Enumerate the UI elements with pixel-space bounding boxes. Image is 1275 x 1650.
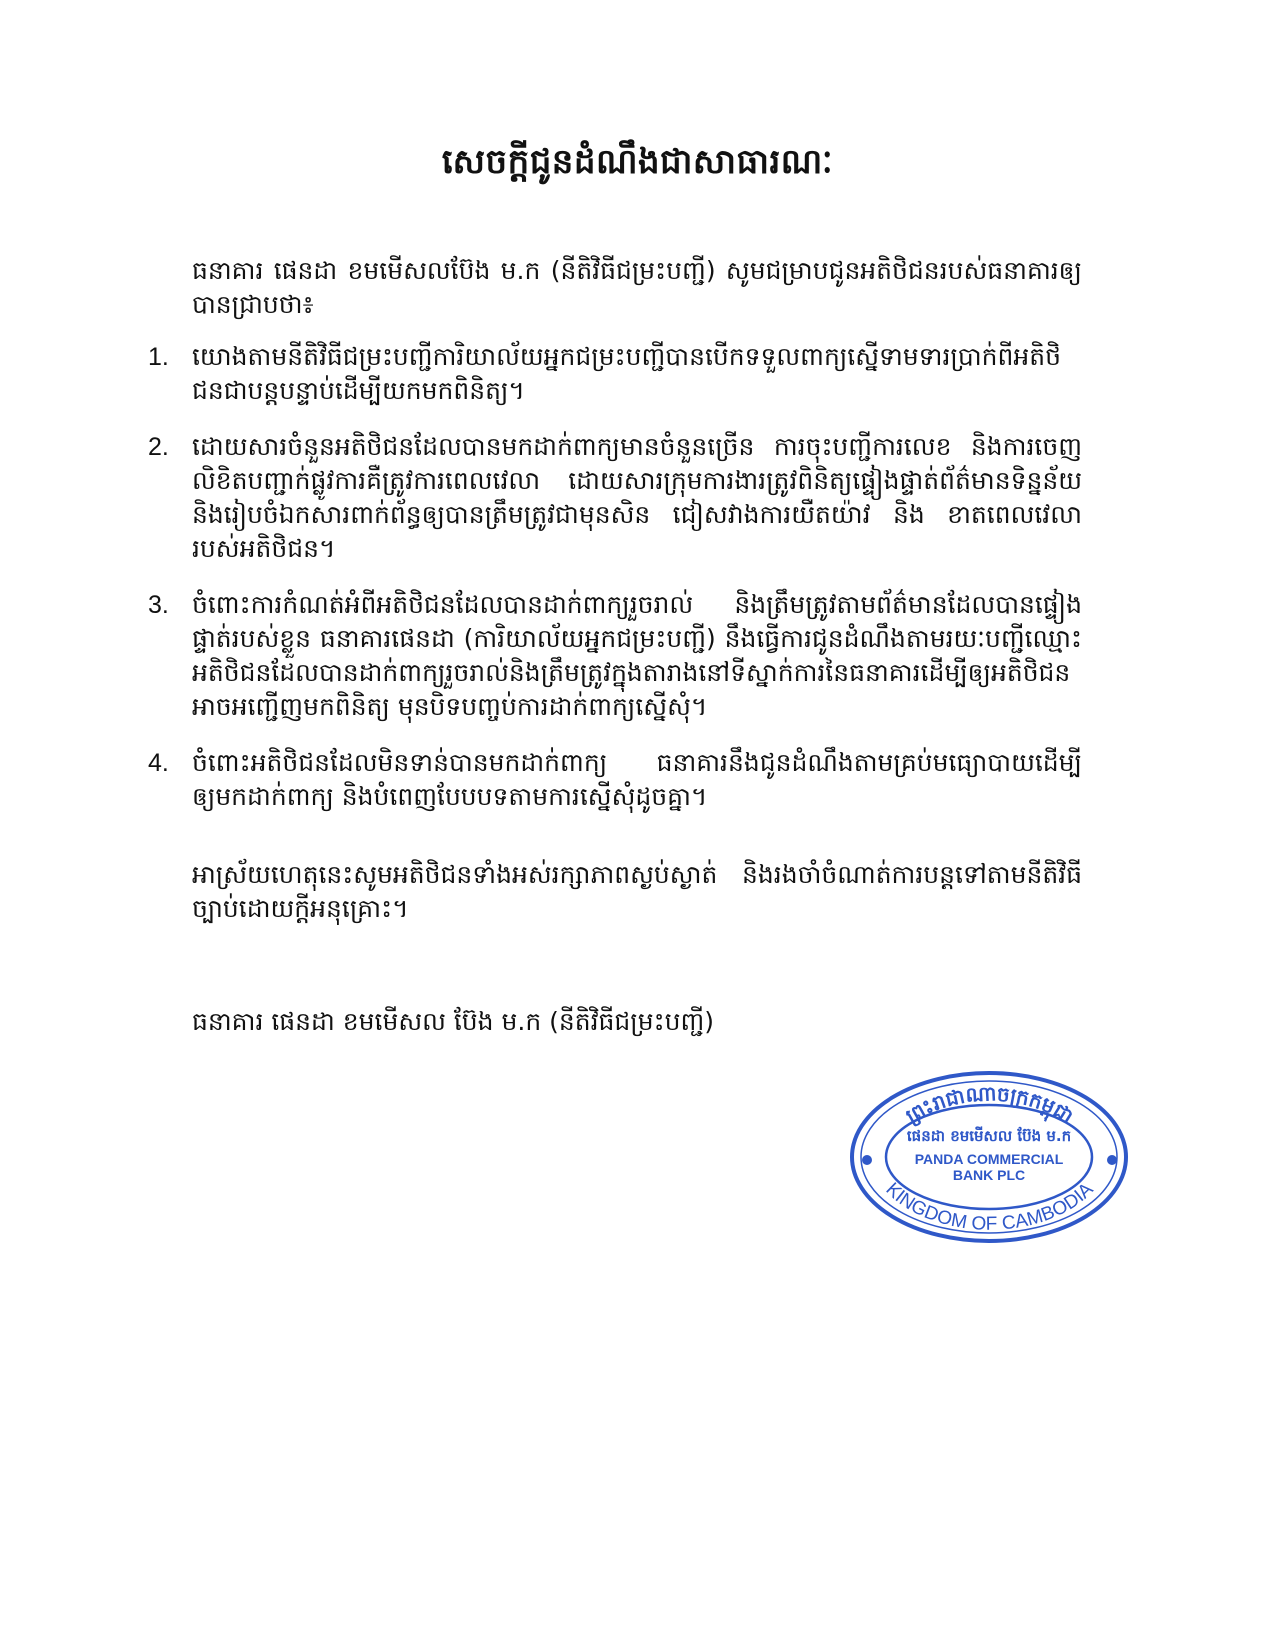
list-item-number: 2. <box>148 433 169 461</box>
list-item-number: 4. <box>148 749 169 777</box>
list-item <box>140 588 1082 724</box>
list-item-text: ដោយសារចំនួនអតិថិជនដែលបានមកដាក់ពាក្យមានចំនួនច្រើន ការចុះបញ្ជីការលេខ និងការចេញលិខិតបញ្ជាក់ផ្លូវការគឺត្រូវការពេលវេលា ដោយសារក្រុមការងារត្រូវពិនិត្យផ្ទៀងផ្ទាត់ព័ត៌មានទិន្នន័យនិងរៀបចំឯកសារពាក់ព័ន្ធឲ្យបានត្រឹមត្រូវជាមុនសិន ជៀសវាងការយឺតយ៉ាវ និង ខាតពេលវេលារបស់អតិថិជន។ <box>192 432 1082 563</box>
seal-top-arc-path: ព្រះរាជាណាចក្រកម្ពុជា <box>901 1081 1078 1129</box>
notice-list <box>140 340 1082 836</box>
closing-paragraph: អាស្រ័យហេតុនេះសូមអតិថិជនទាំងអស់រក្សាភាពស្ងប់ស្ងាត់ និងរងចាំចំណាត់ការបន្តទៅតាមនីតិវិធីច្បាប់ដោយក្តីអនុគ្រោះ។ <box>192 860 1082 923</box>
seal-bottom-arc-path: KINGDOM OF CAMBODIA <box>881 1178 1098 1235</box>
list-item-text: យោងតាមនីតិវិធីជម្រះបញ្ជីការិយាល័យអ្នកជម្រះបញ្ជីបានបើកទទួលពាក្យស្នើទាមទារប្រាក់ពីអតិថិជនជាបន្តបន្ទាប់ដើម្បីយកមកពិនិត្យ។ <box>192 342 1062 405</box>
list-item <box>140 746 1082 814</box>
list-item-text: ចំពោះការកំណត់អំពីអតិថិជនដែលបានដាក់ពាក្យរួចរាល់ និងត្រឹមត្រូវតាមព័ត៌មានដែលបានផ្ទៀងផ្ទាត់របស់ខ្លួន ធនាគារផេនដា (ការិយាល័យអ្នកជម្រះបញ្ជី) នឹងធ្វើការជូនដំណឹងតាមរយៈបញ្ជីឈ្មោះអតិថិជនដែលបានដាក់ពាក្យរួចរាល់និងត្រឹមត្រូវក្នុងតារាងនៅទីស្នាក់ការនៃធនាគារដើម្បីឲ្យអតិថិជនអាចអញ្ជើញមកពិនិត្យ មុនបិទបញ្ចប់ការដាក់ពាក្យស្នើសុំ។ <box>192 590 1082 721</box>
list-item-number: 1. <box>148 343 169 371</box>
list-item-number: 3. <box>148 591 169 619</box>
signature-line: ធនាគារ ផេនដា ខមមើសល ប៊ែង ម.ក (នីតិវិធីជម្រះបញ្ជី) <box>192 1007 715 1036</box>
intro-paragraph: ធនាគារ ផេនដា ខមមើសលប៊ែង ម.ក (នីតិវិធីជម្រះបញ្ជី) សូមជម្រាបជូនអតិថិជនរបស់ធនាគារឲ្យបានជ្រាបថា៖ <box>192 256 1082 319</box>
document-title: សេចក្តីជូនដំណឹងជាសាធារណៈ <box>441 142 834 182</box>
list-item <box>140 340 1082 408</box>
list-item-text: ចំពោះអតិថិជនដែលមិនទាន់បានមកដាក់ពាក្យ ធនាគារនឹងជូនដំណឹងតាមគ្រប់មធ្យោបាយដើម្បីឲ្យមកដាក់ពាក្យ និងបំពេញបែបបទតាមការស្នើសុំដូចគ្នា។ <box>192 748 1082 811</box>
seal-english-name-line2: BANK PLC <box>952 1167 1026 1183</box>
list-item <box>140 430 1082 566</box>
seal-english-name-line1: PANDA COMMERCIAL <box>914 1151 1064 1167</box>
seal-khmer-name: ផេនដា ខមមើសល ប៊ែង ម.ក <box>906 1127 1072 1145</box>
company-seal <box>847 1065 1132 1245</box>
seal-top-arc-text <box>902 1081 1078 1129</box>
